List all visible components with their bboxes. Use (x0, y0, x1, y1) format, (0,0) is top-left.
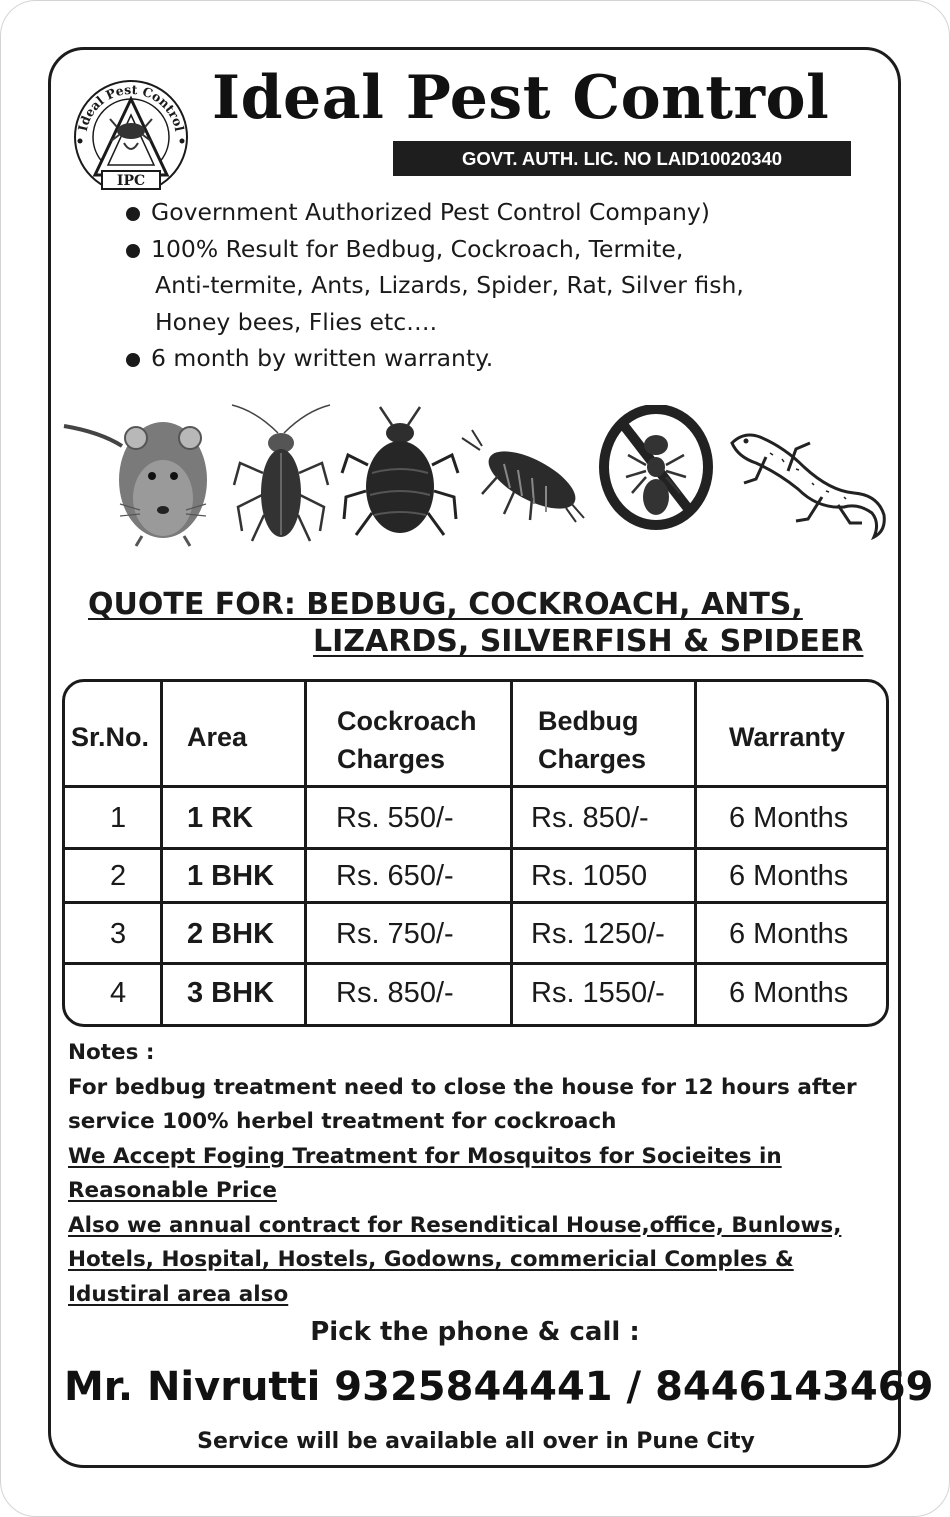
note-line: For bedbug treatment need to close the house for 12 hours after (68, 1074, 857, 1100)
note-line-underlined: Hotels, Hospital, Hostels, Godowns, commericial Comples & (68, 1247, 794, 1272)
logo-initials: IPC (116, 173, 146, 189)
row-warranty: 6 Months (729, 860, 849, 892)
row-area: 3 BHK (187, 977, 275, 1009)
note-line: service 100% herbel treatment for cockroach (68, 1109, 617, 1134)
price-table (62, 679, 889, 1027)
note-line-underlined: Idustiral area also (68, 1281, 289, 1307)
feature-text: Anti-termite, Ants, Lizards, Spider, Rat, Silver fish, (155, 271, 744, 299)
row-bedbug-charge: Rs. 850/- (531, 802, 649, 834)
header-cockroach: Cockroach (337, 706, 477, 736)
feature-text: 6 month by written warranty. (151, 344, 494, 372)
logo-ring-text: Ideal Pest Control (74, 81, 188, 133)
row-sr-no: 2 (110, 860, 127, 892)
lizard-icon (726, 423, 891, 543)
column-divider (510, 682, 513, 1027)
note-line-underlined: We Accept Foging Treatment for Mosquitos for Socieites in (68, 1143, 782, 1169)
note-line-underlined: Also we annual contract for Resenditical House,office, Bunlows, (68, 1212, 842, 1238)
row-bedbug-charge: Rs. 1050 (531, 860, 648, 892)
row-warranty: 6 Months (729, 977, 849, 1009)
row-divider (65, 962, 889, 965)
bullet-icon (126, 244, 140, 258)
row-cockroach-charge: Rs. 650/- (336, 860, 454, 892)
row-area: 1 BHK (187, 860, 275, 892)
licence-banner (393, 141, 851, 176)
service-area: Service will be available all over in Pune City (197, 1429, 755, 1454)
bedbug-icon (340, 403, 460, 543)
bullet-icon (126, 207, 140, 221)
row-bedbug-charge: Rs. 1550/- (531, 977, 665, 1009)
row-warranty: 6 Months (729, 918, 849, 950)
feature-item (125, 231, 845, 341)
bullet-icon (126, 353, 140, 367)
row-warranty: 6 Months (729, 802, 849, 834)
row-divider (65, 901, 889, 904)
feature-item (125, 340, 845, 377)
row-divider (65, 847, 889, 850)
no-termite-icon (596, 405, 716, 535)
header-warranty: Warranty (729, 722, 846, 752)
header-cockroach-charges: Charges (337, 744, 446, 774)
header-area: Area (187, 722, 248, 752)
call-to-action: Pick the phone & call : (310, 1317, 640, 1347)
column-divider (694, 682, 697, 1027)
rat-icon (60, 398, 220, 548)
feature-item (125, 194, 845, 231)
header-bedbug: Bedbug (538, 706, 639, 736)
row-cockroach-charge: Rs. 850/- (336, 977, 454, 1009)
quote-heading: QUOTE FOR: BEDBUG, COCKROACH, ANTS, (88, 587, 803, 622)
feature-text: Government Authorized Pest Control Company) (151, 198, 710, 226)
row-sr-no: 1 (110, 802, 127, 834)
licence-number: GOVT. AUTH. LIC. NO LAID10020340 (461, 148, 783, 169)
quote-heading: LIZARDS, SILVERFISH & SPIDEER (313, 624, 864, 659)
silverfish-icon (458, 428, 588, 523)
header-sr-no: Sr.No. (71, 722, 150, 752)
pest-illustrations (58, 393, 898, 563)
row-cockroach-charge: Rs. 550/- (336, 802, 454, 834)
contact-phone: Mr. Nivrutti 9325844441 / 8446143469 (64, 1364, 934, 1410)
feature-list (125, 194, 845, 377)
company-name: Ideal Pest Control (212, 63, 830, 133)
feature-text: Honey bees, Flies etc…. (155, 307, 438, 336)
row-area: 2 BHK (187, 918, 275, 950)
row-cockroach-charge: Rs. 750/- (336, 918, 454, 950)
row-bedbug-charge: Rs. 1250/- (531, 918, 665, 950)
note-line-underlined: Reasonable Price (68, 1178, 277, 1203)
column-divider (304, 682, 307, 1027)
row-area: 1 RK (187, 802, 254, 834)
cockroach-icon (226, 403, 336, 548)
feature-text: 100% Result for Bedbug, Cockroach, Termite, (151, 234, 684, 263)
row-divider (65, 785, 889, 788)
notes-section (68, 1036, 888, 1312)
column-divider (160, 682, 163, 1027)
notes-heading: Notes : (68, 1040, 155, 1065)
company-logo (66, 75, 196, 190)
header-bedbug-charges: Charges (538, 744, 647, 774)
row-sr-no: 4 (110, 977, 127, 1009)
row-sr-no: 3 (110, 918, 127, 950)
